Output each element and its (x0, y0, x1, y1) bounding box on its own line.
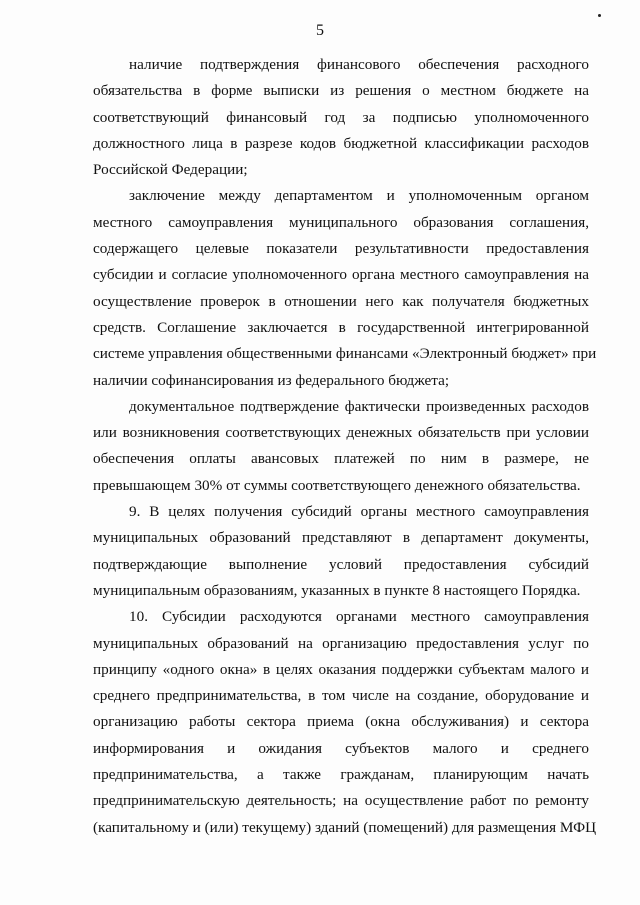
paragraph-item-9 (93, 499, 589, 604)
text-line: обеспечения оплаты авансовых платежей по ним в размере, не (93, 450, 589, 468)
text-line: предпринимательскую деятельность; на осуществление работ по ремонту (93, 792, 589, 810)
text-line: Российской Федерации; (93, 161, 248, 179)
text-line: муниципальным образованиям, указанных в пункте 8 настоящего Порядка. (93, 581, 581, 599)
text-line: принципу «одного окна» в целях оказания поддержки субъектам малого и (93, 660, 589, 678)
paragraph-financial-confirmation (93, 52, 589, 183)
text-line: местного самоуправления муниципального образования соглашения, (93, 213, 589, 231)
text-line: заключение между департаментом и уполномоченным органом (129, 187, 589, 205)
scan-speck (598, 14, 601, 17)
text-line: содержащего целевые показатели результативности предоставления (93, 240, 589, 258)
paragraph-documentary-confirmation (93, 394, 589, 499)
text-line: субсидии и согласие уполномоченного органа местного самоуправления на (93, 266, 589, 284)
text-line: или возникновения соответствующих денежных обязательств при условии (93, 424, 589, 442)
text-line: осуществление проверок в отношении него как получателя бюджетных (93, 292, 589, 310)
text-line: 9. В целях получения субсидий органы местного самоуправления (129, 503, 589, 521)
text-line: информирования и ожидания субъектов малого и среднего (93, 739, 589, 757)
text-line: организацию работы сектора приема (окна обслуживания) и сектора (93, 713, 589, 731)
text-line: подтверждающие выполнение условий предоставления субсидий (93, 555, 589, 573)
text-line: средств. Соглашение заключается в государственной интегрированной (93, 318, 589, 336)
document-body (93, 52, 597, 841)
text-line: документальное подтверждение фактически произведенных расходов (129, 397, 589, 415)
paragraph-item-10 (93, 604, 597, 841)
paragraph-agreement (93, 183, 597, 393)
text-line: предпринимательства, а также гражданам, планирующим начать (93, 766, 589, 784)
text-line: наличие подтверждения финансового обеспечения расходного (129, 56, 589, 73)
text-line: превышающем 30% от суммы соответствующего денежного обязательства. (93, 476, 581, 494)
text-line: системе управления общественными финансами «Электронный бюджет» при (93, 345, 597, 363)
text-line: наличии софинансирования из федерального бюджета; (93, 371, 450, 389)
text-line: муниципальных образований на организацию предоставления услуг по (93, 634, 589, 652)
text-line: (капитальному и (или) текущему) зданий (помещений) для размещения МФЦ (93, 818, 597, 836)
text-line: муниципальных образований представляют в департамент документы, (93, 529, 589, 547)
text-line: среднего предпринимательства, в том числе на создание, оборудование и (93, 687, 589, 705)
text-line: соответствующий финансовый год за подписью уполномоченного (93, 108, 589, 126)
page-number: 5 (316, 22, 324, 39)
text-line: обязательства в форме выписки из решения о местном бюджете на (93, 82, 589, 100)
text-line: должностного лица в разрезе кодов бюджетной классификации расходов (93, 134, 589, 152)
text-line: 10. Субсидии расходуются органами местного самоуправления (129, 608, 589, 626)
